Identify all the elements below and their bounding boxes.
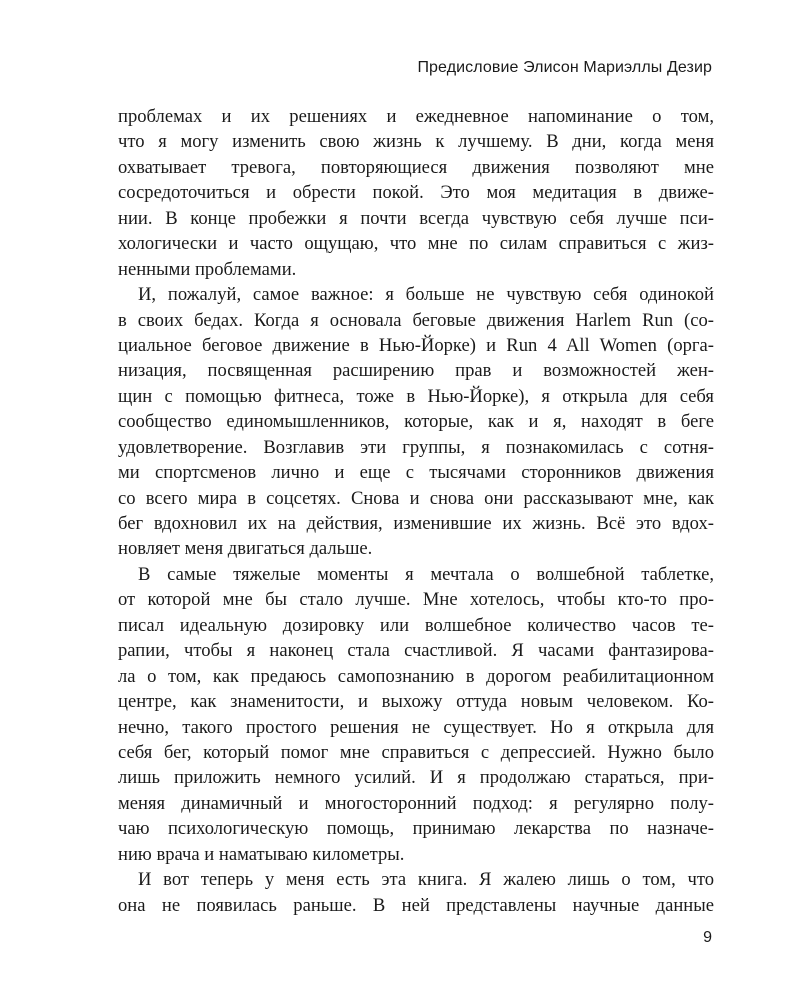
text-line: хологически и часто ощущаю, что мне по силам справиться с жиз- — [118, 233, 714, 255]
text-line: ненными проблемами. — [118, 258, 297, 280]
text-line: писал идеальную дозировку или волшебное количество часов те- — [118, 614, 714, 636]
text-line: И вот теперь у меня есть эта книга. Я жалею лишь о том, что — [138, 869, 714, 891]
text-line: В самые тяжелые моменты я мечтала о волшебной таблетке, — [138, 563, 714, 585]
text-line: в своих бедах. Когда я основала беговые движения Harlem Run (со- — [118, 309, 714, 331]
text-line: ла о том, как предаюсь самопознанию в дорогом реабилитационном — [118, 665, 714, 687]
text-line: от которой мне бы стало лучше. Мне хотелось, чтобы кто-то про- — [118, 589, 714, 611]
paragraph — [118, 282, 714, 562]
text-line: что я могу изменить свою жизнь к лучшему. В дни, когда меня — [118, 131, 714, 153]
text-line: бег вдохновил их на действия, изменившие их жизнь. Всё это вдох- — [118, 513, 714, 534]
paragraph — [118, 867, 714, 918]
text-line: меняя динамичный и многосторонний подход: я регулярно полу- — [118, 792, 714, 814]
text-line: нии. В конце пробежки я почти всегда чувствую себя лучше пси- — [118, 207, 714, 229]
text-line: со всего мира в соцсетях. Снова и снова они рассказывают мне, как — [118, 487, 714, 509]
text-line: рапии, чтобы я наконец стала счастливой. Я часами фантазирова- — [118, 640, 714, 662]
text-line: себя бег, который помог мне справиться с депрессией. Нужно было — [118, 741, 714, 763]
page-number: 9 — [703, 929, 712, 946]
paragraph — [118, 562, 714, 867]
text-line: сообщество единомышленников, которые, как и я, находят в беге — [118, 411, 714, 433]
text-line: низация, посвященная расширению прав и возможностей жен- — [118, 360, 714, 382]
text-line: чаю психологическую помощь, принимаю лекарства по назначе- — [118, 818, 714, 840]
text-line: центре, как знаменитости, и выхожу оттуда новым человеком. Ко- — [118, 691, 714, 713]
text-line: И, пожалуй, самое важное: я больше не чувствую себя одинокой — [138, 284, 714, 306]
text-line: новляет меня двигаться дальше. — [118, 538, 373, 560]
text-line: лишь приложить немного усилий. И я продолжаю стараться, при- — [118, 767, 714, 789]
paragraph — [118, 104, 714, 282]
text-line: она не появилась раньше. В ней представлены научные данные — [118, 894, 714, 916]
running-head: Предисловие Элисон Мариэллы Дезир — [417, 59, 712, 76]
text-line: циальное беговое движение в Нью-Йорке) и Run 4 All Women (орга- — [118, 334, 714, 356]
text-line: удовлетворение. Возглавив эти группы, я познакомилась с сотня- — [118, 436, 714, 458]
text-line: охватывает тревога, повторяющиеся движения позволяют мне — [118, 156, 714, 178]
text-line: нечно, такого простого решения не существует. Но я открыла для — [118, 716, 714, 738]
text-line: проблемах и их решениях и ежедневное напоминание о том, — [118, 106, 714, 127]
body-text — [118, 104, 714, 918]
text-line: нию врача и наматываю километры. — [118, 843, 405, 865]
text-line: ми спортсменов лично и еще с тысячами сторонников движения — [118, 462, 714, 484]
text-line: сосредоточиться и обрести покой. Это моя медитация в движе- — [118, 182, 714, 204]
text-line: щин с помощью фитнеса, тоже в Нью-Йорке), я открыла для себя — [118, 385, 714, 407]
